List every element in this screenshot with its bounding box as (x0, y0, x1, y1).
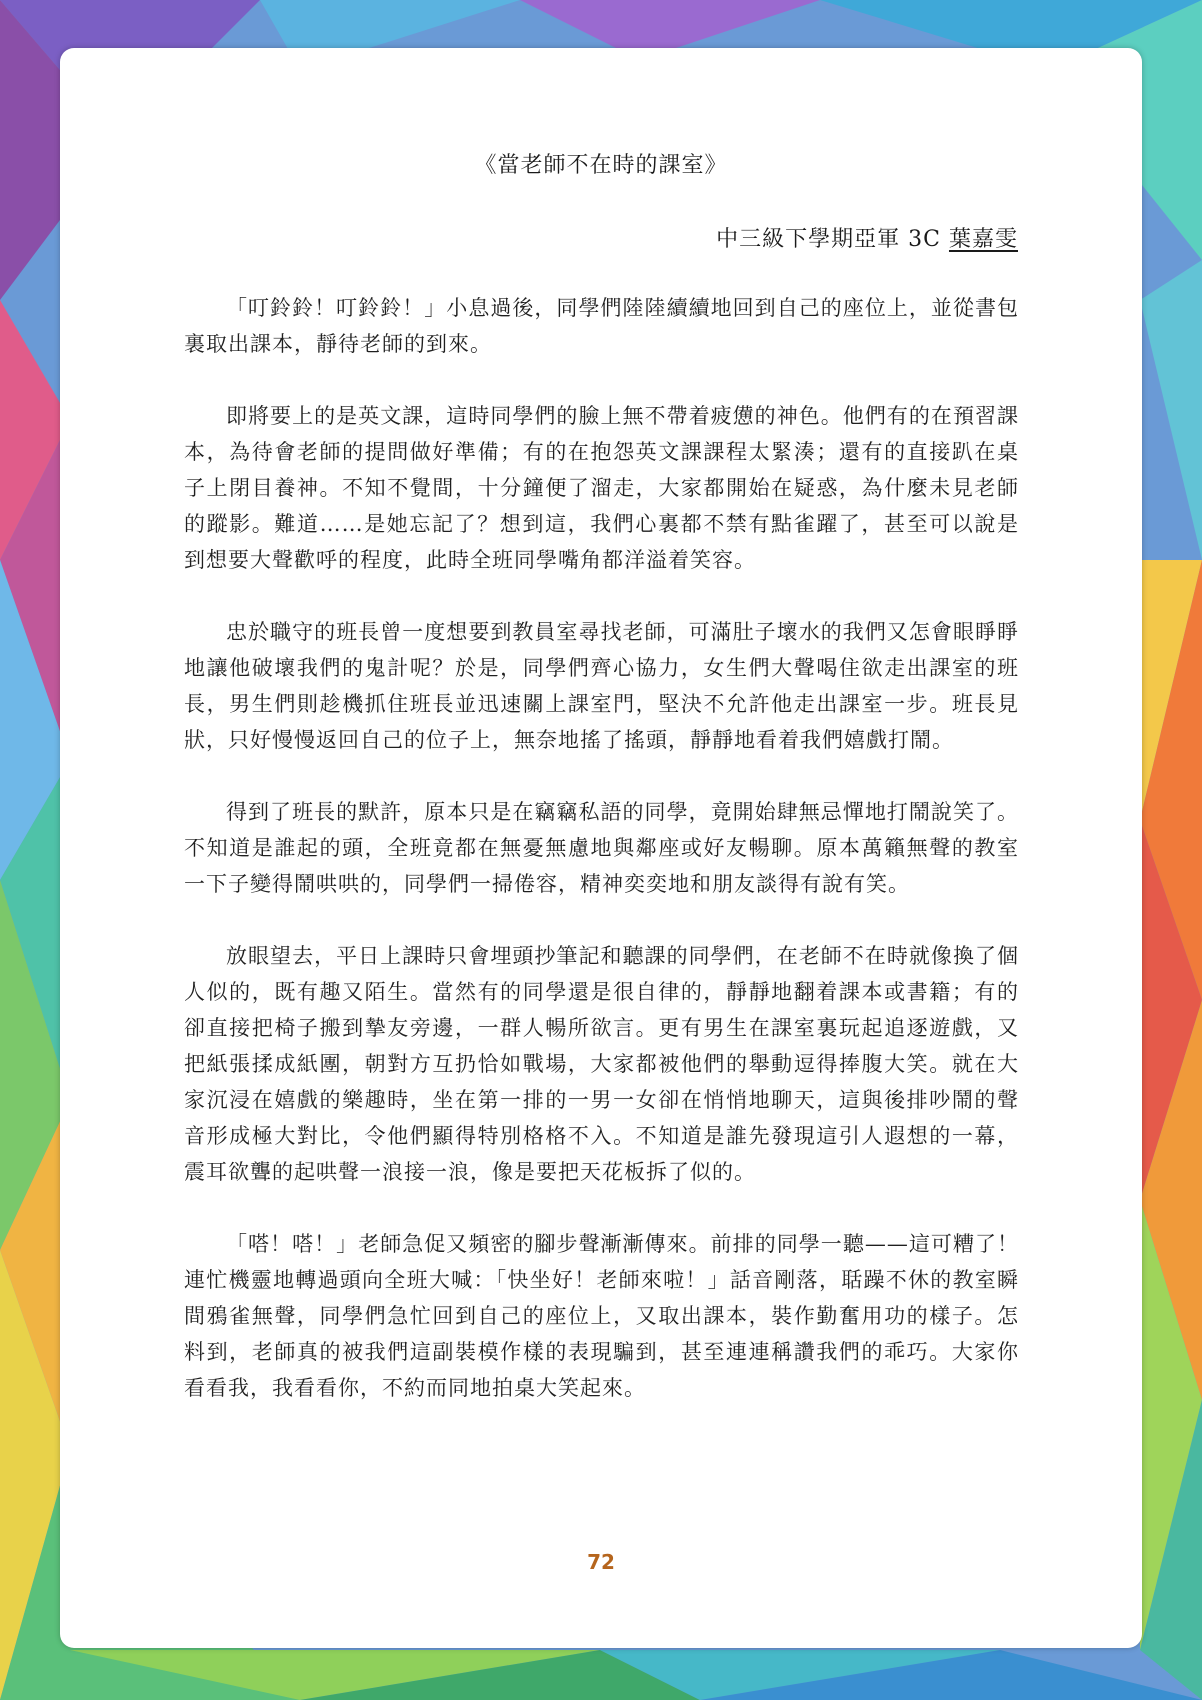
page-number: 72 (587, 1550, 615, 1574)
essay-title: 《當老師不在時的課室》 (474, 153, 728, 178)
paragraph: 「叮鈴鈴！叮鈴鈴！」小息過後，同學們陸陸續續地回到自己的座位上，並從書包裏取出課本，靜待老師的到來。 (184, 296, 1019, 356)
paragraph: 得到了班長的默許，原本只是在竊竊私語的同學，竟開始肆無忌憚地打鬧說笑了。不知道是誰起的頭，全班竟都在無憂無慮地與鄰座或好友暢聊。原本萬籟無聲的教室一下子變得鬧哄哄的，同學們一掃倦容，精神奕奕地和朋友談得有說有笑。 (184, 800, 1019, 896)
byline (716, 222, 1018, 253)
author-name: 葉嘉雯 (948, 227, 1018, 252)
paragraph: 「嗒！嗒！」老師急促又頻密的腳步聲漸漸傳來。前排的同學一聽——這可糟了！連忙機靈地轉過頭向全班大喊：「快坐好！老師來啦！」話音剛落，聒躁不休的教室瞬間鴉雀無聲，同學們急忙回到自己的座位上，又取出課本，裝作勤奮用功的樣子。怎料到，老師真的被我們這副裝模作樣的表現騙到，甚至連連稱讚我們的乖巧。大家你看看我，我看看你，不約而同地拍桌大笑起來。 (184, 1232, 1019, 1400)
paragraph: 忠於職守的班長曾一度想要到教員室尋找老師，可滿肚子壞水的我們又怎會眼睜睜地讓他破壞我們的鬼計呢？於是，同學們齊心協力，女生們大聲喝住欲走出課室的班長，男生們則趁機抓住班長並迅速關上課室門，堅決不允許他走出課室一步。班長見狀，只好慢慢返回自己的位子上，無奈地搖了搖頭，靜靜地看着我們嬉戲打鬧。 (184, 620, 1019, 752)
award-info: 中三級下學期亞軍 3C (716, 227, 949, 252)
essay-body (184, 290, 1019, 1442)
paragraph: 放眼望去，平日上課時只會埋頭抄筆記和聽課的同學們，在老師不在時就像換了個人似的，既有趣又陌生。當然有的同學還是很自律的，靜靜地翻着課本或書籍；有的卻直接把椅子搬到摯友旁邊，一群人暢所欲言。更有男生在課室裏玩起追逐遊戲，又把紙張揉成紙團，朝對方互扔恰如戰場，大家都被他們的舉動逗得捧腹大笑。就在大家沉浸在嬉戲的樂趣時，坐在第一排的一男一女卻在悄悄地聊天，這與後排吵鬧的聲音形成極大對比，令他們顯得特別格格不入。不知道是誰先發現這引人遐想的一幕，震耳欲聾的起哄聲一浪接一浪，像是要把天花板拆了似的。 (184, 944, 1019, 1184)
paragraph: 即將要上的是英文課，這時同學們的臉上無不帶着疲憊的神色。他們有的在預習課本，為待會老師的提問做好準備；有的在抱怨英文課課程太緊湊；還有的直接趴在桌子上閉目養神。不知不覺間，十分鐘便了溜走，大家都開始在疑惑，為什麼未見老師的蹤影。難道……是她忘記了？想到這，我們心裏都不禁有點雀躍了，甚至可以說是到想要大聲歡呼的程度，此時全班同學嘴角都洋溢着笑容。 (184, 404, 1019, 572)
